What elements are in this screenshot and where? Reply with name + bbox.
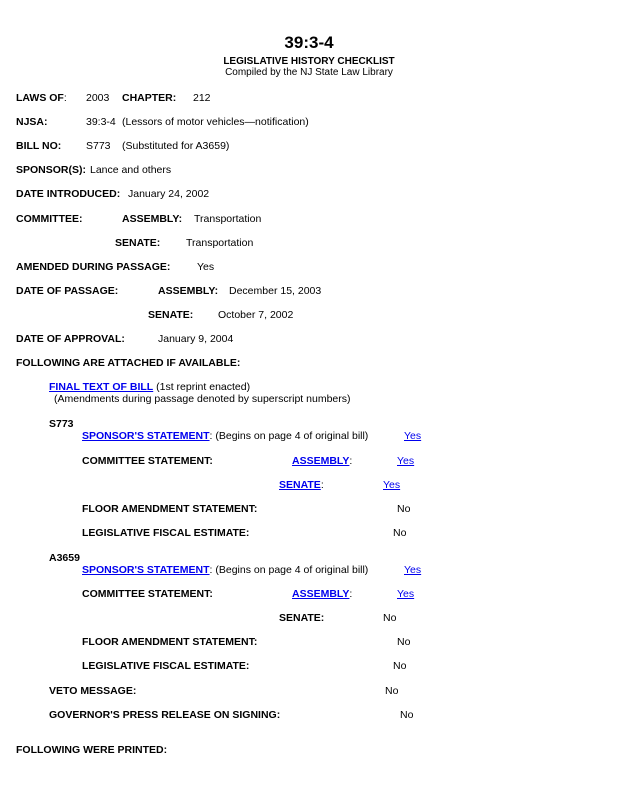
sponsors-label: SPONSOR(S): [16, 164, 87, 176]
compiled-by: Compiled by the NJ State Law Library [225, 67, 393, 78]
s773-sponsor-yes-link[interactable]: Yes [404, 430, 422, 442]
amended-value: Yes [197, 261, 215, 273]
amended-label: AMENDED DURING PASSAGE: [16, 261, 171, 273]
a3659-sponsor-yes-link[interactable]: Yes [404, 564, 422, 576]
s773-senate-row: SENATE: [279, 479, 324, 491]
final-text-link[interactable]: FINAL TEXT OF BILL [49, 381, 154, 393]
njsa-label: NJSA: [16, 116, 48, 128]
committee-label: COMMITTEE: [16, 213, 83, 225]
s773-senate-link[interactable]: SENATE [279, 479, 321, 491]
njsa-number: 39:3-4 [86, 116, 116, 128]
s773-committee-label: COMMITTEE STATEMENT: [82, 455, 213, 467]
s773-assembly-link[interactable]: ASSEMBLY [292, 455, 350, 467]
a3659-sponsor-row [82, 564, 368, 577]
a3659-sponsor-note: : (Begins on page 4 of original bill) [209, 564, 369, 576]
s773-assembly-row: ASSEMBLY: [292, 455, 353, 467]
committee-assembly-label: ASSEMBLY: [122, 213, 183, 225]
date-introduced-value: January 24, 2002 [128, 188, 210, 200]
a3659-label: A3659 [49, 552, 80, 564]
passage-assembly-value: December 15, 2003 [229, 285, 322, 297]
page-title: 39:3-4 [284, 33, 334, 52]
a3659-assembly-row: ASSEMBLY: [292, 588, 353, 600]
s773-floor-label: FLOOR AMENDMENT STATEMENT: [82, 503, 258, 515]
bill-no-note: (Substituted for A3659) [122, 140, 230, 152]
s773-sponsor-row [82, 430, 368, 443]
laws-of-label: LAWS OF: [16, 92, 67, 104]
date-introduced-label: DATE INTRODUCED: [16, 188, 121, 200]
passage-senate-label: SENATE: [148, 309, 194, 321]
s773-label: S773 [49, 418, 74, 430]
a3659-senate-value: No [383, 612, 397, 624]
laws-of-year: 2003 [86, 92, 110, 104]
njsa-description: (Lessors of motor vehicles—notification) [122, 116, 309, 128]
passage-senate-value: October 7, 2002 [218, 309, 294, 321]
chapter-label: CHAPTER: [122, 92, 177, 104]
committee-senate-value: Transportation [186, 237, 254, 249]
veto-label: VETO MESSAGE: [49, 685, 137, 697]
bill-no-number: S773 [86, 140, 111, 152]
date-of-approval-value: January 9, 2004 [158, 333, 234, 345]
s773-sponsor-note: : (Begins on page 4 of original bill) [209, 430, 369, 442]
a3659-fiscal-label: LEGISLATIVE FISCAL ESTIMATE: [82, 660, 250, 672]
veto-value: No [385, 685, 399, 697]
printed-heading: FOLLOWING WERE PRINTED: [16, 744, 168, 756]
a3659-senate-label: SENATE: [279, 612, 325, 624]
a3659-committee-label: COMMITTEE STATEMENT: [82, 588, 213, 600]
s773-fiscal-value: No [393, 527, 407, 539]
amendments-note: (Amendments during passage denoted by superscript numbers) [54, 393, 351, 405]
committee-assembly-value: Transportation [194, 213, 262, 225]
committee-senate-label: SENATE: [115, 237, 161, 249]
date-of-approval-label: DATE OF APPROVAL: [16, 333, 125, 345]
bill-no-label: BILL NO: [16, 140, 62, 152]
s773-fiscal-label: LEGISLATIVE FISCAL ESTIMATE: [82, 527, 250, 539]
date-of-passage-label: DATE OF PASSAGE: [16, 285, 119, 297]
s773-senate-yes-link[interactable]: Yes [383, 479, 401, 491]
s773-floor-value: No [397, 503, 411, 515]
governor-value: No [400, 709, 414, 721]
page-subtitle: LEGISLATIVE HISTORY CHECKLIST [223, 56, 395, 67]
chapter-value: 212 [193, 92, 211, 104]
a3659-sponsor-statement-link[interactable]: SPONSOR'S STATEMENT [82, 564, 210, 576]
s773-assembly-yes-link[interactable]: Yes [397, 455, 415, 467]
a3659-floor-value: No [397, 636, 411, 648]
governor-label: GOVERNOR'S PRESS RELEASE ON SIGNING: [49, 709, 281, 721]
final-text-note: (1st reprint enacted) [153, 381, 251, 393]
a3659-fiscal-value: No [393, 660, 407, 672]
a3659-assembly-yes-link[interactable]: Yes [397, 588, 415, 600]
a3659-assembly-link[interactable]: ASSEMBLY [292, 588, 350, 600]
passage-assembly-label: ASSEMBLY: [158, 285, 219, 297]
sponsors-value: Lance and others [90, 164, 172, 176]
a3659-floor-label: FLOOR AMENDMENT STATEMENT: [82, 636, 258, 648]
attached-heading: FOLLOWING ARE ATTACHED IF AVAILABLE: [16, 357, 241, 369]
s773-sponsor-statement-link[interactable]: SPONSOR'S STATEMENT [82, 430, 210, 442]
